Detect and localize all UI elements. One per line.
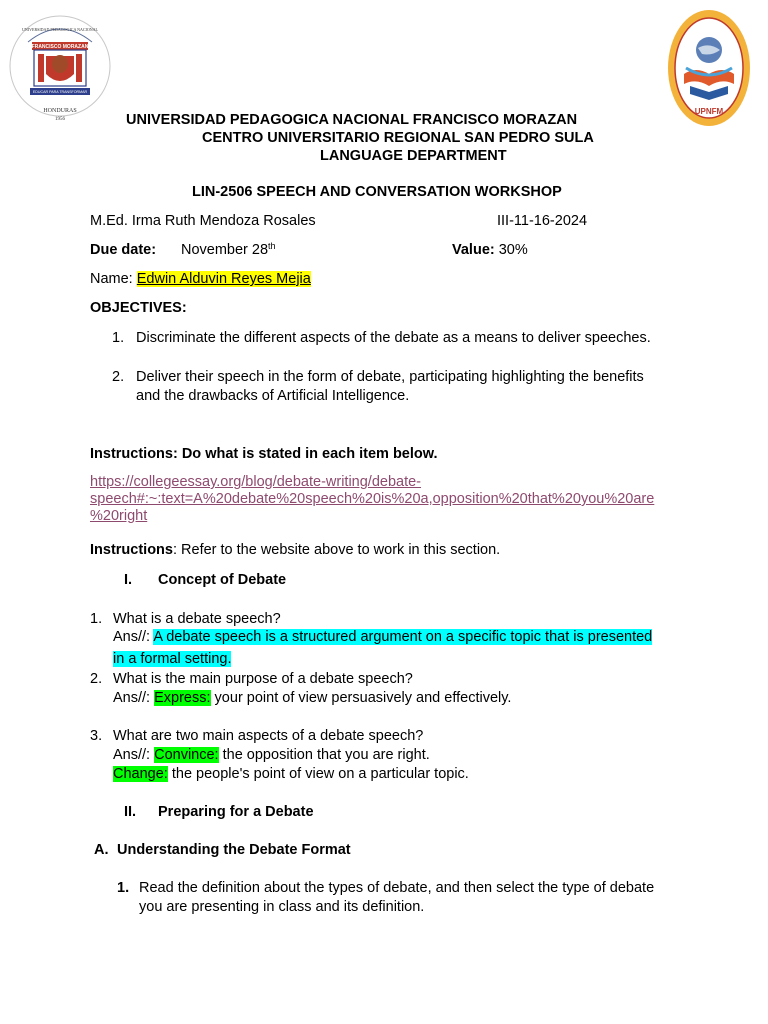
subsection-title: Understanding the Debate Format [117,842,351,858]
answer-keyword: Convince: [154,747,219,763]
answer-text: your point of view persuasively and effectively. [210,690,512,706]
instructions-refer [90,542,500,558]
link-line[interactable]: speech#:~:text=A%20debate%20speech%20is%20a,opposition%20that%20you%20are [90,491,655,507]
answer-text: the people's point of view on a particular topic. [167,766,469,782]
seal-banner-text: EDUCAR PARA TRANSFORMAR [32,90,88,94]
seal-name-text: FRANCISCO MORAZAN [31,44,89,50]
due-date-row [90,242,156,258]
seal-ring-text: UNIVERSIDAD PEDAGOGICA NACIONAL [22,27,98,32]
due-date-label: Due date: [90,242,157,258]
answer-label: Ans//: [113,629,154,645]
instructions-label: Instructions [90,542,173,558]
answer-row [113,690,511,706]
answer-row [113,747,430,763]
teacher-name: M.Ed. Irma Ruth Mendoza Rosales [90,213,316,229]
section-title: Preparing for a Debate [158,804,314,820]
subsection-letter: A. [94,842,109,858]
seal-year-text: 1956 [55,117,65,122]
answer-row [113,629,652,645]
answer-label: Ans//: [113,690,155,706]
value-value: 30% [494,242,528,258]
objective-number: 2. [112,369,125,385]
answer-label: Ans//: [113,747,155,763]
link-line[interactable]: https://collegeessay.org/blog/debate-writing/debate- [90,474,422,490]
objective-text-line2: and the drawbacks of Artificial Intelligence. [136,388,410,404]
section-number: I. [124,572,133,588]
upnfm-logo [666,8,752,130]
question-number: 1. [90,611,103,627]
course-title: LIN-2506 SPEECH AND CONVERSATION WORKSHOP [192,184,562,200]
objectives-heading: OBJECTIVES: [90,300,187,316]
value-label: Value: [452,242,495,258]
instructions-text: : Refer to the website above to work in this section. [172,542,501,558]
campus-title: CENTRO UNIVERSITARIO REGIONAL SAN PEDRO SULA [202,130,594,146]
link-line[interactable]: %20right [90,508,148,524]
question-text: What is a debate speech? [113,611,281,627]
answer-text: the opposition that you are right. [218,747,430,763]
section-number: II. [124,804,137,820]
answer-text: A debate speech is a structured argument on a specific topic that is presented [153,629,653,645]
question-text: What are two main aspects of a debate speech? [113,728,424,744]
objective-text: Discriminate the different aspects of the debate as a means to deliver speeches. [136,330,651,346]
item-text-line2: you are presenting in class and its definition. [139,899,425,915]
department-title: LANGUAGE DEPARTMENT [320,148,507,164]
answer-row [113,651,231,667]
answer-row [113,766,469,782]
due-date-value: November 28 [181,242,269,258]
upnfm-caption: UPNFM [694,107,724,116]
student-name: Edwin Alduvin Reyes Mejia [136,271,311,287]
answer-keyword: Express: [154,690,211,706]
item-text-line1: Read the definition about the types of debate, and then select the type of debate [139,880,655,896]
question-text: What is the main purpose of a debate speech? [113,671,413,687]
university-title: UNIVERSIDAD PEDAGOGICA NACIONAL FRANCISCO MORAZAN [126,112,578,128]
question-number: 3. [90,728,103,744]
objective-number: 1. [112,330,125,346]
instructions-heading: Instructions: Do what is stated in each item below. [90,446,438,462]
name-label: Name: [90,271,137,287]
reference-link[interactable] [90,474,690,524]
answer-text: in a formal setting. [113,651,232,667]
seal-country-text: HONDURAS [43,108,77,114]
question-number: 2. [90,671,103,687]
value-row [452,242,528,258]
section-title: Concept of Debate [158,572,287,588]
due-date-suffix: th [268,241,276,251]
due-date-value-wrap [181,242,276,258]
name-row [90,271,311,287]
answer-keyword: Change: [113,766,168,782]
item-number: 1. [117,880,130,896]
university-seal-logo [8,4,112,128]
course-code: III-11-16-2024 [497,213,588,229]
objective-text-line1: Deliver their speech in the form of debate, participating highlighting the benefits [136,369,644,385]
